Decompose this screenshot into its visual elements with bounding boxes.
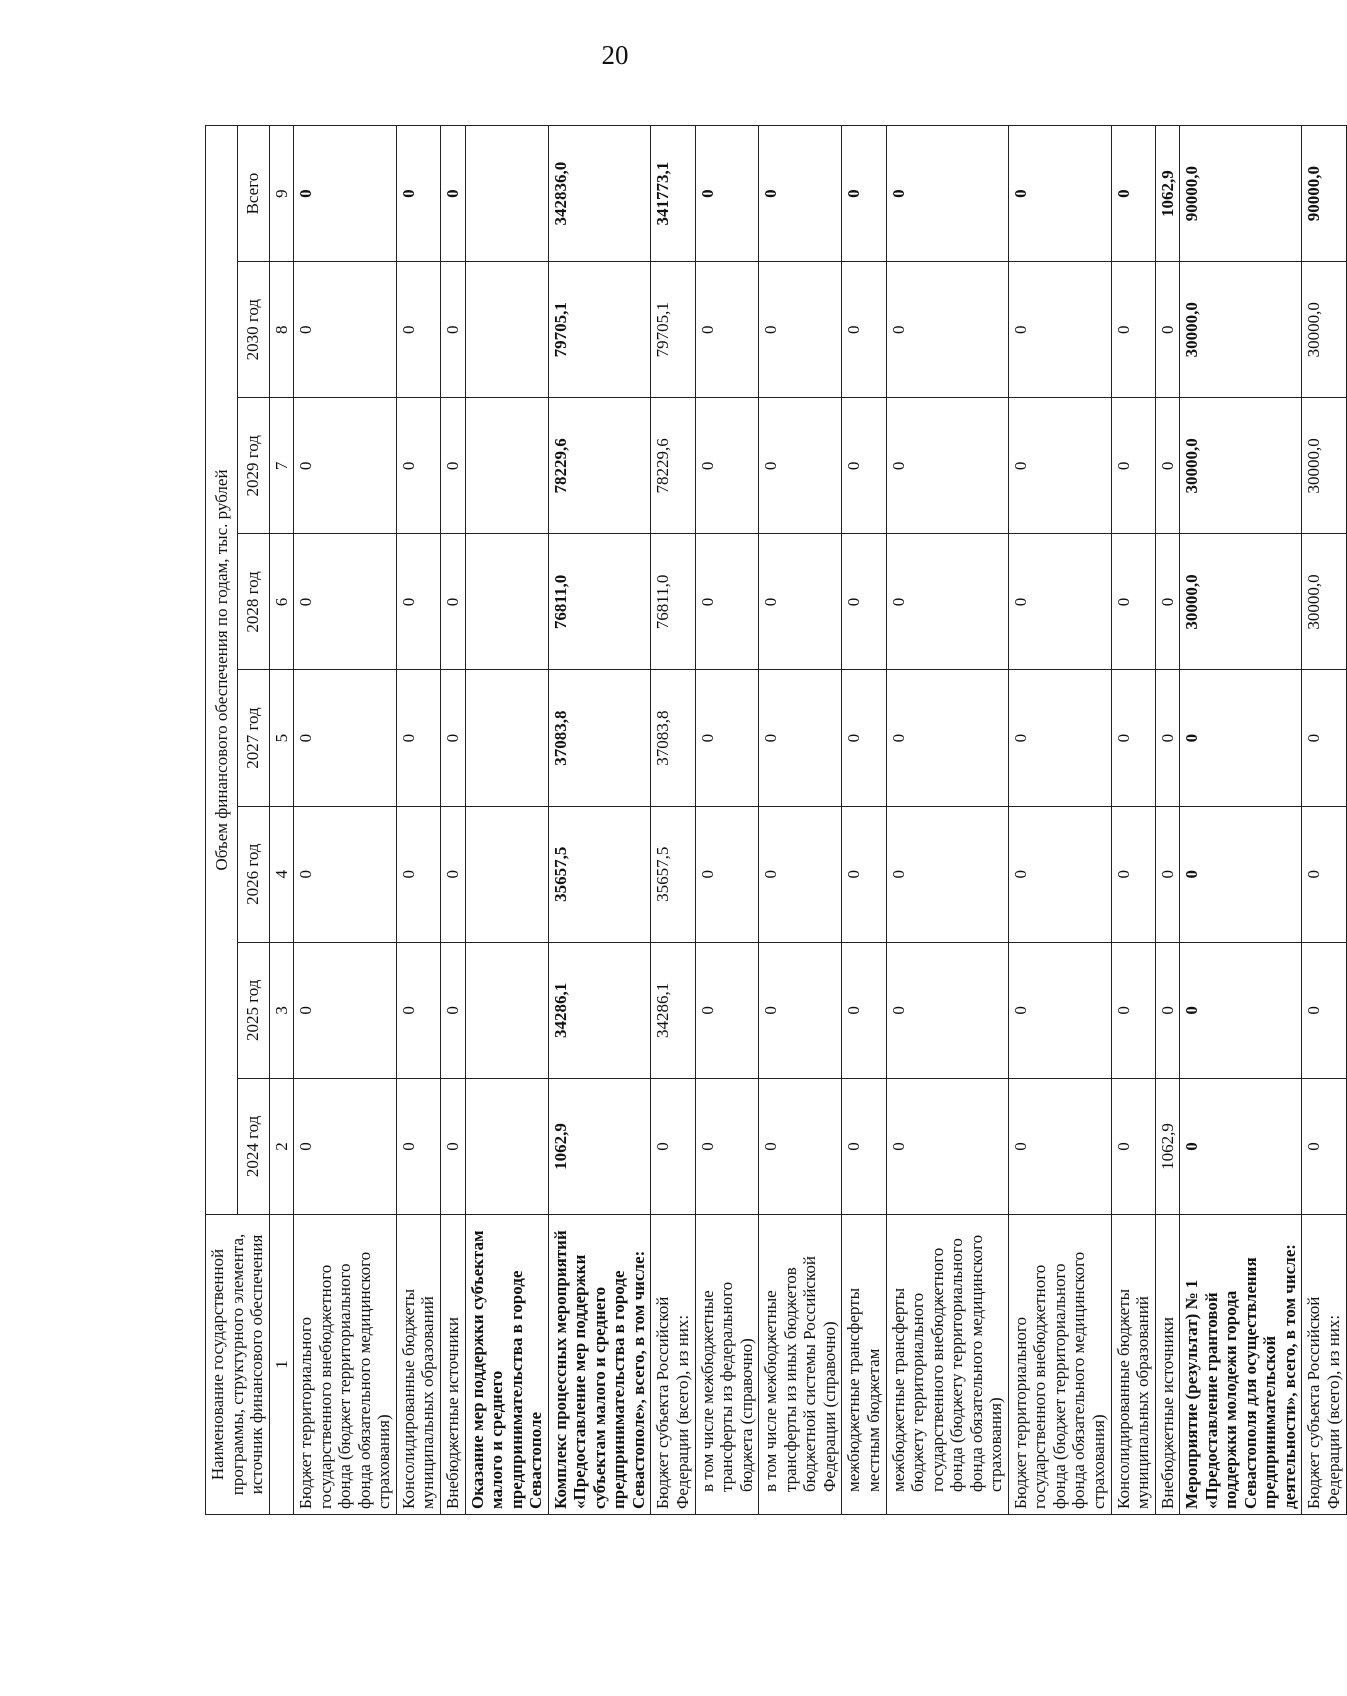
value-cell: 90000,0 — [1180, 126, 1302, 262]
value-cell: 0 — [886, 806, 1008, 942]
rotated-table-container — [205, 125, 1343, 1515]
header-column-numbers-row — [269, 126, 294, 1515]
value-cell: 0 — [1302, 942, 1346, 1078]
value-cell: 0 — [294, 806, 397, 942]
value-cell: 341773,1 — [651, 126, 695, 262]
value-cell: 0 — [1302, 806, 1346, 942]
header-volume: Объем финансового обеспечения по годам, тыс. рублей — [206, 126, 238, 1215]
value-cell: 0 — [886, 670, 1008, 806]
value-cell: 0 — [441, 398, 466, 534]
value-cell: 0 — [842, 942, 886, 1078]
header-year: 2026 год — [237, 806, 269, 942]
value-cell: 0 — [1111, 670, 1155, 806]
value-cell: 342836,0 — [548, 126, 651, 262]
value-cell: 0 — [441, 126, 466, 262]
value-cell: 0 — [396, 670, 440, 806]
value-cell: 0 — [1111, 534, 1155, 670]
row-name-cell: Бюджет субъекта Российской Федерации (всего), из них: — [1302, 1215, 1346, 1515]
value-cell: 90000,0 — [1302, 126, 1346, 262]
header-year: Всего — [237, 126, 269, 262]
value-cell: 0 — [1111, 806, 1155, 942]
financing-table — [205, 125, 1347, 1515]
value-cell: 0 — [842, 670, 886, 806]
value-cell: 0 — [441, 806, 466, 942]
value-cell: 0 — [695, 942, 759, 1078]
value-cell: 0 — [886, 942, 1008, 1078]
row-name-cell: межбюджетные трансферты местным бюджетам — [842, 1215, 886, 1515]
value-cell: 0 — [1111, 1078, 1155, 1214]
value-cell — [465, 806, 548, 942]
value-cell: 0 — [695, 670, 759, 806]
value-cell: 0 — [396, 1078, 440, 1214]
row-name-cell: Бюджет территориального государственного внебюджетного фонда (бюджет территориального фонда обязательного медицинского страхования) — [1008, 1215, 1111, 1515]
value-cell: 79705,1 — [651, 262, 695, 398]
value-cell: 0 — [1155, 670, 1180, 806]
value-cell: 0 — [759, 670, 842, 806]
value-cell: 0 — [842, 806, 886, 942]
value-cell: 0 — [1155, 942, 1180, 1078]
table-row — [842, 126, 886, 1515]
value-cell: 0 — [759, 1078, 842, 1214]
value-cell: 0 — [1111, 942, 1155, 1078]
page-number: 20 — [601, 40, 629, 70]
value-cell: 0 — [695, 398, 759, 534]
value-cell: 0 — [842, 126, 886, 262]
value-cell: 0 — [441, 534, 466, 670]
value-cell: 0 — [396, 262, 440, 398]
value-cell: 0 — [1008, 670, 1111, 806]
header-column-number: 6 — [269, 534, 294, 670]
table-row — [548, 126, 651, 1515]
value-cell — [465, 262, 548, 398]
value-cell — [465, 534, 548, 670]
value-cell: 0 — [1008, 806, 1111, 942]
row-name-cell: Оказание мер поддержки субъектам малого и среднего предпринимательства в городе Севастополе — [465, 1215, 548, 1515]
value-cell: 0 — [1008, 126, 1111, 262]
value-cell: 0 — [1008, 1078, 1111, 1214]
value-cell: 0 — [1008, 398, 1111, 534]
value-cell: 30000,0 — [1180, 262, 1302, 398]
table-row — [1008, 126, 1111, 1515]
value-cell: 0 — [1302, 1078, 1346, 1214]
table-row — [396, 126, 440, 1515]
row-name-cell: Мероприятие (результат) № 1 «Предоставление грантовой поддержки молодежи города Севастополя для осуществления предпринимательской деятельности», всего, в том числе: — [1180, 1215, 1302, 1515]
value-cell: 37083,8 — [548, 670, 651, 806]
value-cell: 37083,8 — [651, 670, 695, 806]
header-column-number: 9 — [269, 126, 294, 262]
value-cell: 0 — [695, 534, 759, 670]
value-cell: 0 — [294, 262, 397, 398]
value-cell: 0 — [695, 262, 759, 398]
header-column-number: 1 — [269, 1215, 294, 1515]
value-cell: 0 — [759, 126, 842, 262]
value-cell: 0 — [441, 1078, 466, 1214]
header-year: 2029 год — [237, 398, 269, 534]
value-cell: 0 — [842, 1078, 886, 1214]
value-cell: 30000,0 — [1302, 398, 1346, 534]
value-cell — [465, 398, 548, 534]
value-cell: 78229,6 — [651, 398, 695, 534]
value-cell: 30000,0 — [1302, 534, 1346, 670]
row-name-cell: Бюджет субъекта Российской Федерации (всего), из них: — [651, 1215, 695, 1515]
value-cell: 0 — [294, 534, 397, 670]
row-name-cell: Консолидированные бюджеты муниципальных образований — [396, 1215, 440, 1515]
value-cell: 0 — [651, 1078, 695, 1214]
value-cell: 0 — [695, 806, 759, 942]
table-row — [1155, 126, 1180, 1515]
value-cell: 0 — [1180, 942, 1302, 1078]
value-cell: 0 — [1008, 942, 1111, 1078]
table-row — [1302, 126, 1346, 1515]
header-year: 2030 год — [237, 262, 269, 398]
value-cell: 78229,6 — [548, 398, 651, 534]
value-cell: 0 — [441, 942, 466, 1078]
header-year: 2025 год — [237, 942, 269, 1078]
value-cell: 35657,5 — [651, 806, 695, 942]
value-cell: 0 — [1155, 806, 1180, 942]
header-column-number: 5 — [269, 670, 294, 806]
table-header — [206, 126, 294, 1515]
value-cell: 0 — [759, 262, 842, 398]
value-cell: 76811,0 — [548, 534, 651, 670]
header-year: 2027 год — [237, 670, 269, 806]
value-cell — [465, 1078, 548, 1214]
row-name-cell: Внебюджетные источники — [441, 1215, 466, 1515]
value-cell: 0 — [842, 262, 886, 398]
table-row — [886, 126, 1008, 1515]
row-name-cell: Бюджет территориального государственного внебюджетного фонда (бюджет территориального фонда обязательного медицинского страхования) — [294, 1215, 397, 1515]
value-cell: 0 — [1111, 262, 1155, 398]
value-cell: 0 — [294, 398, 397, 534]
value-cell: 0 — [759, 806, 842, 942]
header-column-number: 4 — [269, 806, 294, 942]
value-cell: 34286,1 — [651, 942, 695, 1078]
value-cell: 30000,0 — [1180, 398, 1302, 534]
value-cell: 34286,1 — [548, 942, 651, 1078]
value-cell: 0 — [294, 670, 397, 806]
header-year: 2028 год — [237, 534, 269, 670]
value-cell: 35657,5 — [548, 806, 651, 942]
value-cell: 0 — [842, 398, 886, 534]
value-cell: 30000,0 — [1302, 262, 1346, 398]
header-column-number: 2 — [269, 1078, 294, 1214]
row-name-cell: в том числе межбюджетные трансферты из иных бюджетов бюджетной системы Российской Федерации (справочно) — [759, 1215, 842, 1515]
value-cell: 0 — [396, 806, 440, 942]
value-cell: 76811,0 — [651, 534, 695, 670]
value-cell: 0 — [294, 1078, 397, 1214]
value-cell: 0 — [1155, 398, 1180, 534]
value-cell: 0 — [1180, 1078, 1302, 1214]
value-cell: 0 — [1111, 398, 1155, 534]
table-row — [759, 126, 842, 1515]
value-cell: 0 — [842, 534, 886, 670]
value-cell — [465, 126, 548, 262]
header-name-column: Наименование государственной программы, структурного элемента, источник финансового обеспечения — [206, 1215, 270, 1515]
header-column-number: 3 — [269, 942, 294, 1078]
value-cell: 0 — [396, 398, 440, 534]
value-cell: 0 — [1155, 262, 1180, 398]
table-row — [695, 126, 759, 1515]
value-cell: 0 — [396, 942, 440, 1078]
value-cell: 0 — [1008, 534, 1111, 670]
value-cell: 1062,9 — [1155, 126, 1180, 262]
header-column-number: 8 — [269, 262, 294, 398]
value-cell: 0 — [1111, 126, 1155, 262]
value-cell: 0 — [396, 126, 440, 262]
value-cell: 1062,9 — [548, 1078, 651, 1214]
value-cell: 0 — [886, 262, 1008, 398]
value-cell: 0 — [886, 1078, 1008, 1214]
table-row — [1180, 126, 1302, 1515]
value-cell: 0 — [441, 670, 466, 806]
table-row — [1111, 126, 1155, 1515]
row-name-cell: Консолидированные бюджеты муниципальных образований — [1111, 1215, 1155, 1515]
value-cell: 79705,1 — [548, 262, 651, 398]
table-row — [651, 126, 695, 1515]
value-cell: 0 — [1155, 534, 1180, 670]
row-name-cell: Комплекс процессных мероприятий «Предоставление мер поддержки субъектам малого и среднего предпринимательства в городе Севастополе», всего, в том числе: — [548, 1215, 651, 1515]
table-body — [294, 126, 1346, 1515]
value-cell: 0 — [294, 126, 397, 262]
header-year: 2024 год — [237, 1078, 269, 1214]
header-column-number: 7 — [269, 398, 294, 534]
table-row — [441, 126, 466, 1515]
row-name-cell: в том числе межбюджетные трансферты из федерального бюджета (справочно) — [695, 1215, 759, 1515]
value-cell: 0 — [441, 262, 466, 398]
table-row — [465, 126, 548, 1515]
value-cell: 0 — [759, 534, 842, 670]
value-cell: 0 — [886, 398, 1008, 534]
value-cell: 1062,9 — [1155, 1078, 1180, 1214]
value-cell: 0 — [1180, 806, 1302, 942]
value-cell: 0 — [886, 126, 1008, 262]
table-row — [294, 126, 397, 1515]
value-cell — [465, 670, 548, 806]
value-cell: 0 — [294, 942, 397, 1078]
value-cell: 0 — [695, 1078, 759, 1214]
value-cell: 0 — [759, 942, 842, 1078]
row-name-cell: межбюджетные трансферты бюджету территориального государственного внебюджетного фонда (бюджету территориального фонда обязательного медицинского страхования) — [886, 1215, 1008, 1515]
value-cell — [465, 942, 548, 1078]
value-cell: 0 — [1302, 670, 1346, 806]
value-cell: 0 — [1008, 262, 1111, 398]
value-cell: 0 — [695, 126, 759, 262]
value-cell: 0 — [396, 534, 440, 670]
value-cell: 0 — [886, 534, 1008, 670]
row-name-cell: Внебюджетные источники — [1155, 1215, 1180, 1515]
value-cell: 0 — [759, 398, 842, 534]
value-cell: 30000,0 — [1180, 534, 1302, 670]
value-cell: 0 — [1180, 670, 1302, 806]
